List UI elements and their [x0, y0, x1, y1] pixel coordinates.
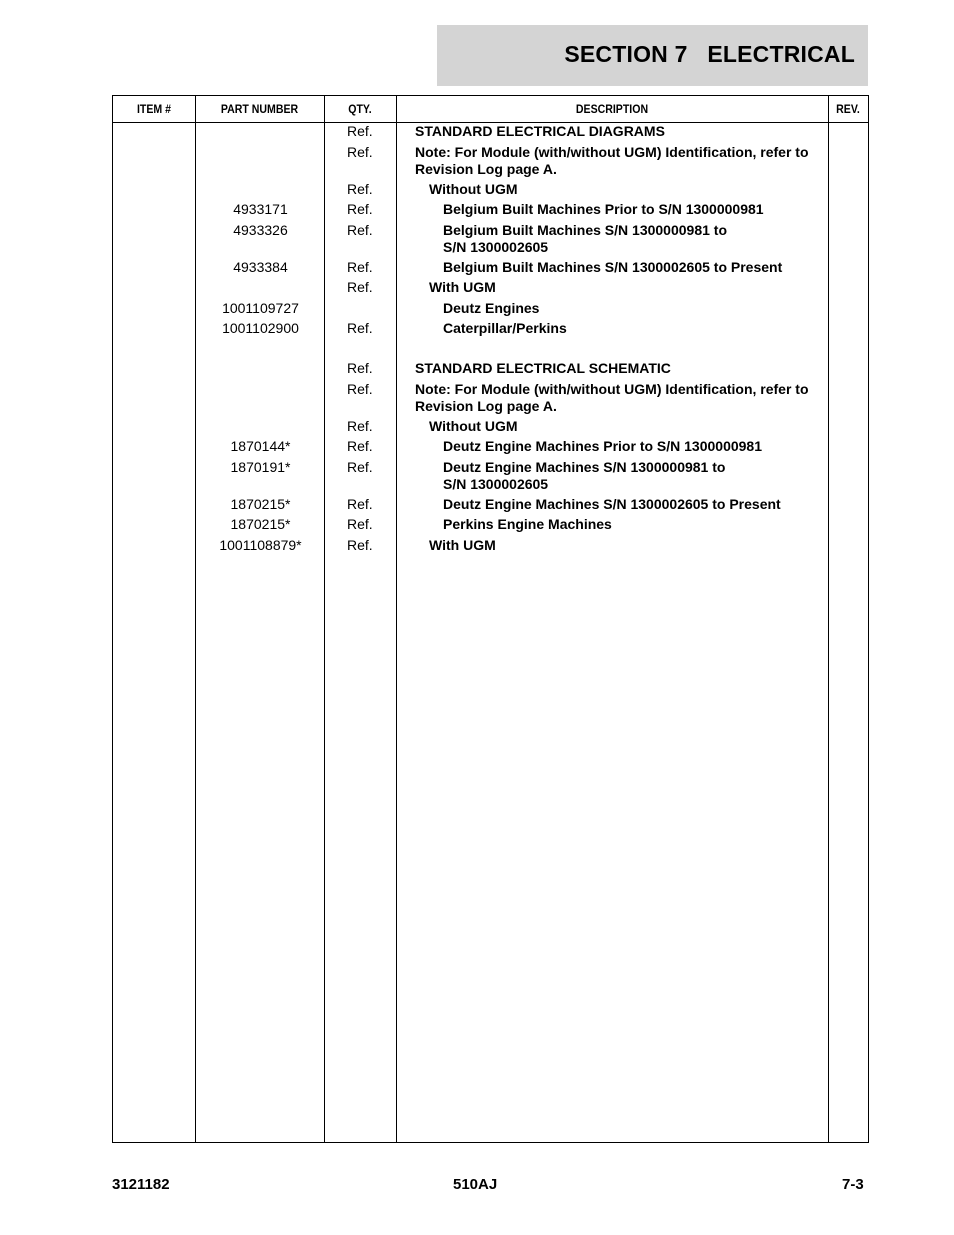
section-title: SECTION 7 ELECTRICAL [564, 41, 855, 67]
section-header [437, 25, 868, 86]
qty-cell: Ref. [347, 360, 373, 376]
qty-cell: Ref. [347, 496, 373, 512]
part-number-cell: 4933326 [233, 222, 288, 238]
part-number-cell: 4933384 [233, 259, 288, 275]
description-cell: With UGM [429, 279, 496, 295]
qty-cell: Ref. [347, 123, 373, 139]
description-cell: Belgium Built Machines Prior to S/N 1300000981 [443, 201, 764, 217]
qty-cell: Ref. [347, 144, 373, 160]
part-number-cell: 1001109727 [222, 300, 299, 316]
description-cell: Deutz Engine Machines S/N 1300002605 to Present [443, 496, 781, 512]
description-cell: Belgium Built Machines S/N 1300000981 to S/N 1300002605 [443, 222, 727, 255]
qty-cell: Ref. [347, 418, 373, 434]
qty-cell: Ref. [347, 181, 373, 197]
header-qty: QTY. [348, 102, 372, 116]
part-number-cell: 1870215* [230, 496, 291, 512]
header-description: DESCRIPTION [575, 102, 649, 116]
description-cell: Note: For Module (with/without UGM) Identification, refer to Revision Log page A. [415, 381, 809, 414]
qty-cell: Ref. [347, 222, 373, 238]
footer-page-number: 7-3 [842, 1176, 864, 1193]
header-part-number: PART NUMBER [220, 102, 299, 116]
part-number-cell: 1001108879* [219, 537, 302, 553]
header-item: ITEM # [136, 102, 172, 116]
description-cell: Deutz Engine Machines Prior to S/N 1300000981 [443, 438, 763, 454]
part-number-cell: 4933171 [233, 201, 288, 217]
description-cell: Caterpillar/Perkins [443, 320, 567, 336]
qty-cell: Ref. [347, 516, 373, 532]
column-divider [195, 96, 196, 1142]
description-cell: Note: For Module (with/without UGM) Identification, refer to Revision Log page A. [415, 144, 809, 177]
description-cell: STANDARD ELECTRICAL DIAGRAMS [415, 123, 665, 139]
description-cell: Deutz Engines [443, 300, 540, 316]
footer-document-number: 3121182 [112, 1176, 170, 1193]
qty-cell: Ref. [347, 201, 373, 217]
qty-cell: Ref. [347, 459, 373, 475]
footer-model: 510AJ [453, 1176, 498, 1193]
qty-cell: Ref. [347, 279, 373, 295]
description-cell: Deutz Engine Machines S/N 1300000981 to S/N 1300002605 [443, 459, 726, 492]
qty-cell: Ref. [347, 537, 373, 553]
column-divider [324, 96, 325, 1142]
header-rev: REV. [836, 102, 860, 116]
part-number-cell: 1870144* [230, 438, 291, 454]
qty-cell: Ref. [347, 438, 373, 454]
description-cell: Perkins Engine Machines [443, 516, 612, 532]
description-cell: Belgium Built Machines S/N 1300002605 to Present [443, 259, 783, 275]
part-number-cell: 1870191* [230, 459, 291, 475]
part-number-cell: 1001102900 [222, 320, 299, 336]
description-cell: Without UGM [429, 418, 518, 434]
qty-cell: Ref. [347, 259, 373, 275]
qty-cell: Ref. [347, 320, 373, 336]
description-cell: STANDARD ELECTRICAL SCHEMATIC [415, 360, 671, 376]
column-divider [396, 96, 397, 1142]
description-cell: With UGM [429, 537, 496, 553]
qty-cell: Ref. [347, 381, 373, 397]
parts-table [112, 95, 869, 1143]
part-number-cell: 1870215* [230, 516, 291, 532]
description-cell: Without UGM [429, 181, 518, 197]
